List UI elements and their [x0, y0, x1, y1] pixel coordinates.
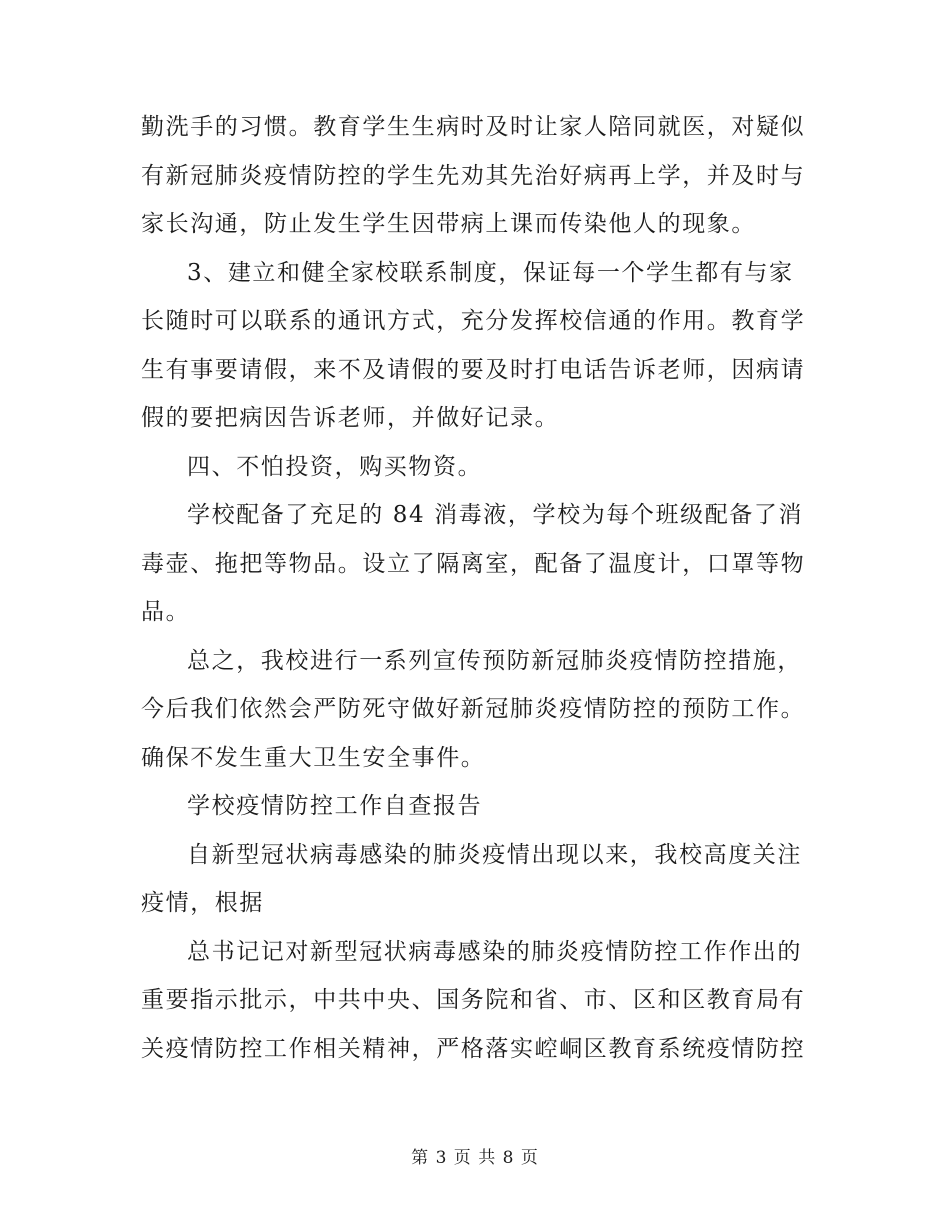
text-line: 3、建立和健全家校联系制度，保证每一个学生都有与家 [187, 259, 794, 286]
text-line: 总书记记对新型冠状病毒感染的肺炎疫情防控工作作出的 [187, 938, 802, 965]
text-line: 长随时可以联系的通讯方式，充分发挥校信通的作用。教育学 [141, 308, 806, 334]
text-line: 生有事要请假，来不及请假的要及时打电话告诉老师，因病请 [141, 356, 806, 383]
text-line: 疫情，根据 [141, 890, 264, 916]
text-line: 有新冠肺炎疫情防控的学生先劝其先治好病再上学，并及时与 [141, 162, 806, 189]
text-line: 学校配备了充足的 84 消毒液，学校为每个班级配备了消 [187, 502, 804, 528]
document-body [141, 103, 813, 1073]
text-line: 品。 [141, 599, 191, 625]
text-line: 自新型冠状病毒感染的肺炎疫情出现以来，我校高度关注 [187, 841, 802, 868]
text-line: 学校疫情防控工作自查报告 [187, 793, 483, 819]
text-line: 总之，我校进行一系列宣传预防新冠肺炎疫情防控措施， [187, 647, 802, 674]
text-line: 四、不怕投资，购买物资。 [187, 453, 483, 480]
text-line: 重要指示批示，中共中央、国务院和省、市、区和区教育局有 [141, 987, 806, 1013]
text-line: 毒壶、拖把等物品。设立了隔离室，配备了温度计，口罩等物 [141, 550, 806, 577]
text-line: 勤洗手的习惯。教育学生生病时及时让家人陪同就医，对疑似 [141, 114, 806, 140]
page-footer: 第 3 页 共 8 页 [411, 1148, 539, 1168]
text-line: 关疫情防控工作相关精神，严格落实崆峒区教育系统疫情防控 [141, 1035, 806, 1062]
text-line: 今后我们依然会严防死守做好新冠肺炎疫情防控的预防工作。 [141, 696, 806, 722]
text-line: 假的要把病因告诉老师，并做好记录。 [141, 405, 560, 431]
text-line: 确保不发生重大卫生安全事件。 [141, 744, 486, 771]
text-line: 家长沟通，防止发生学生因带病上课而传染他人的现象。 [141, 211, 756, 237]
